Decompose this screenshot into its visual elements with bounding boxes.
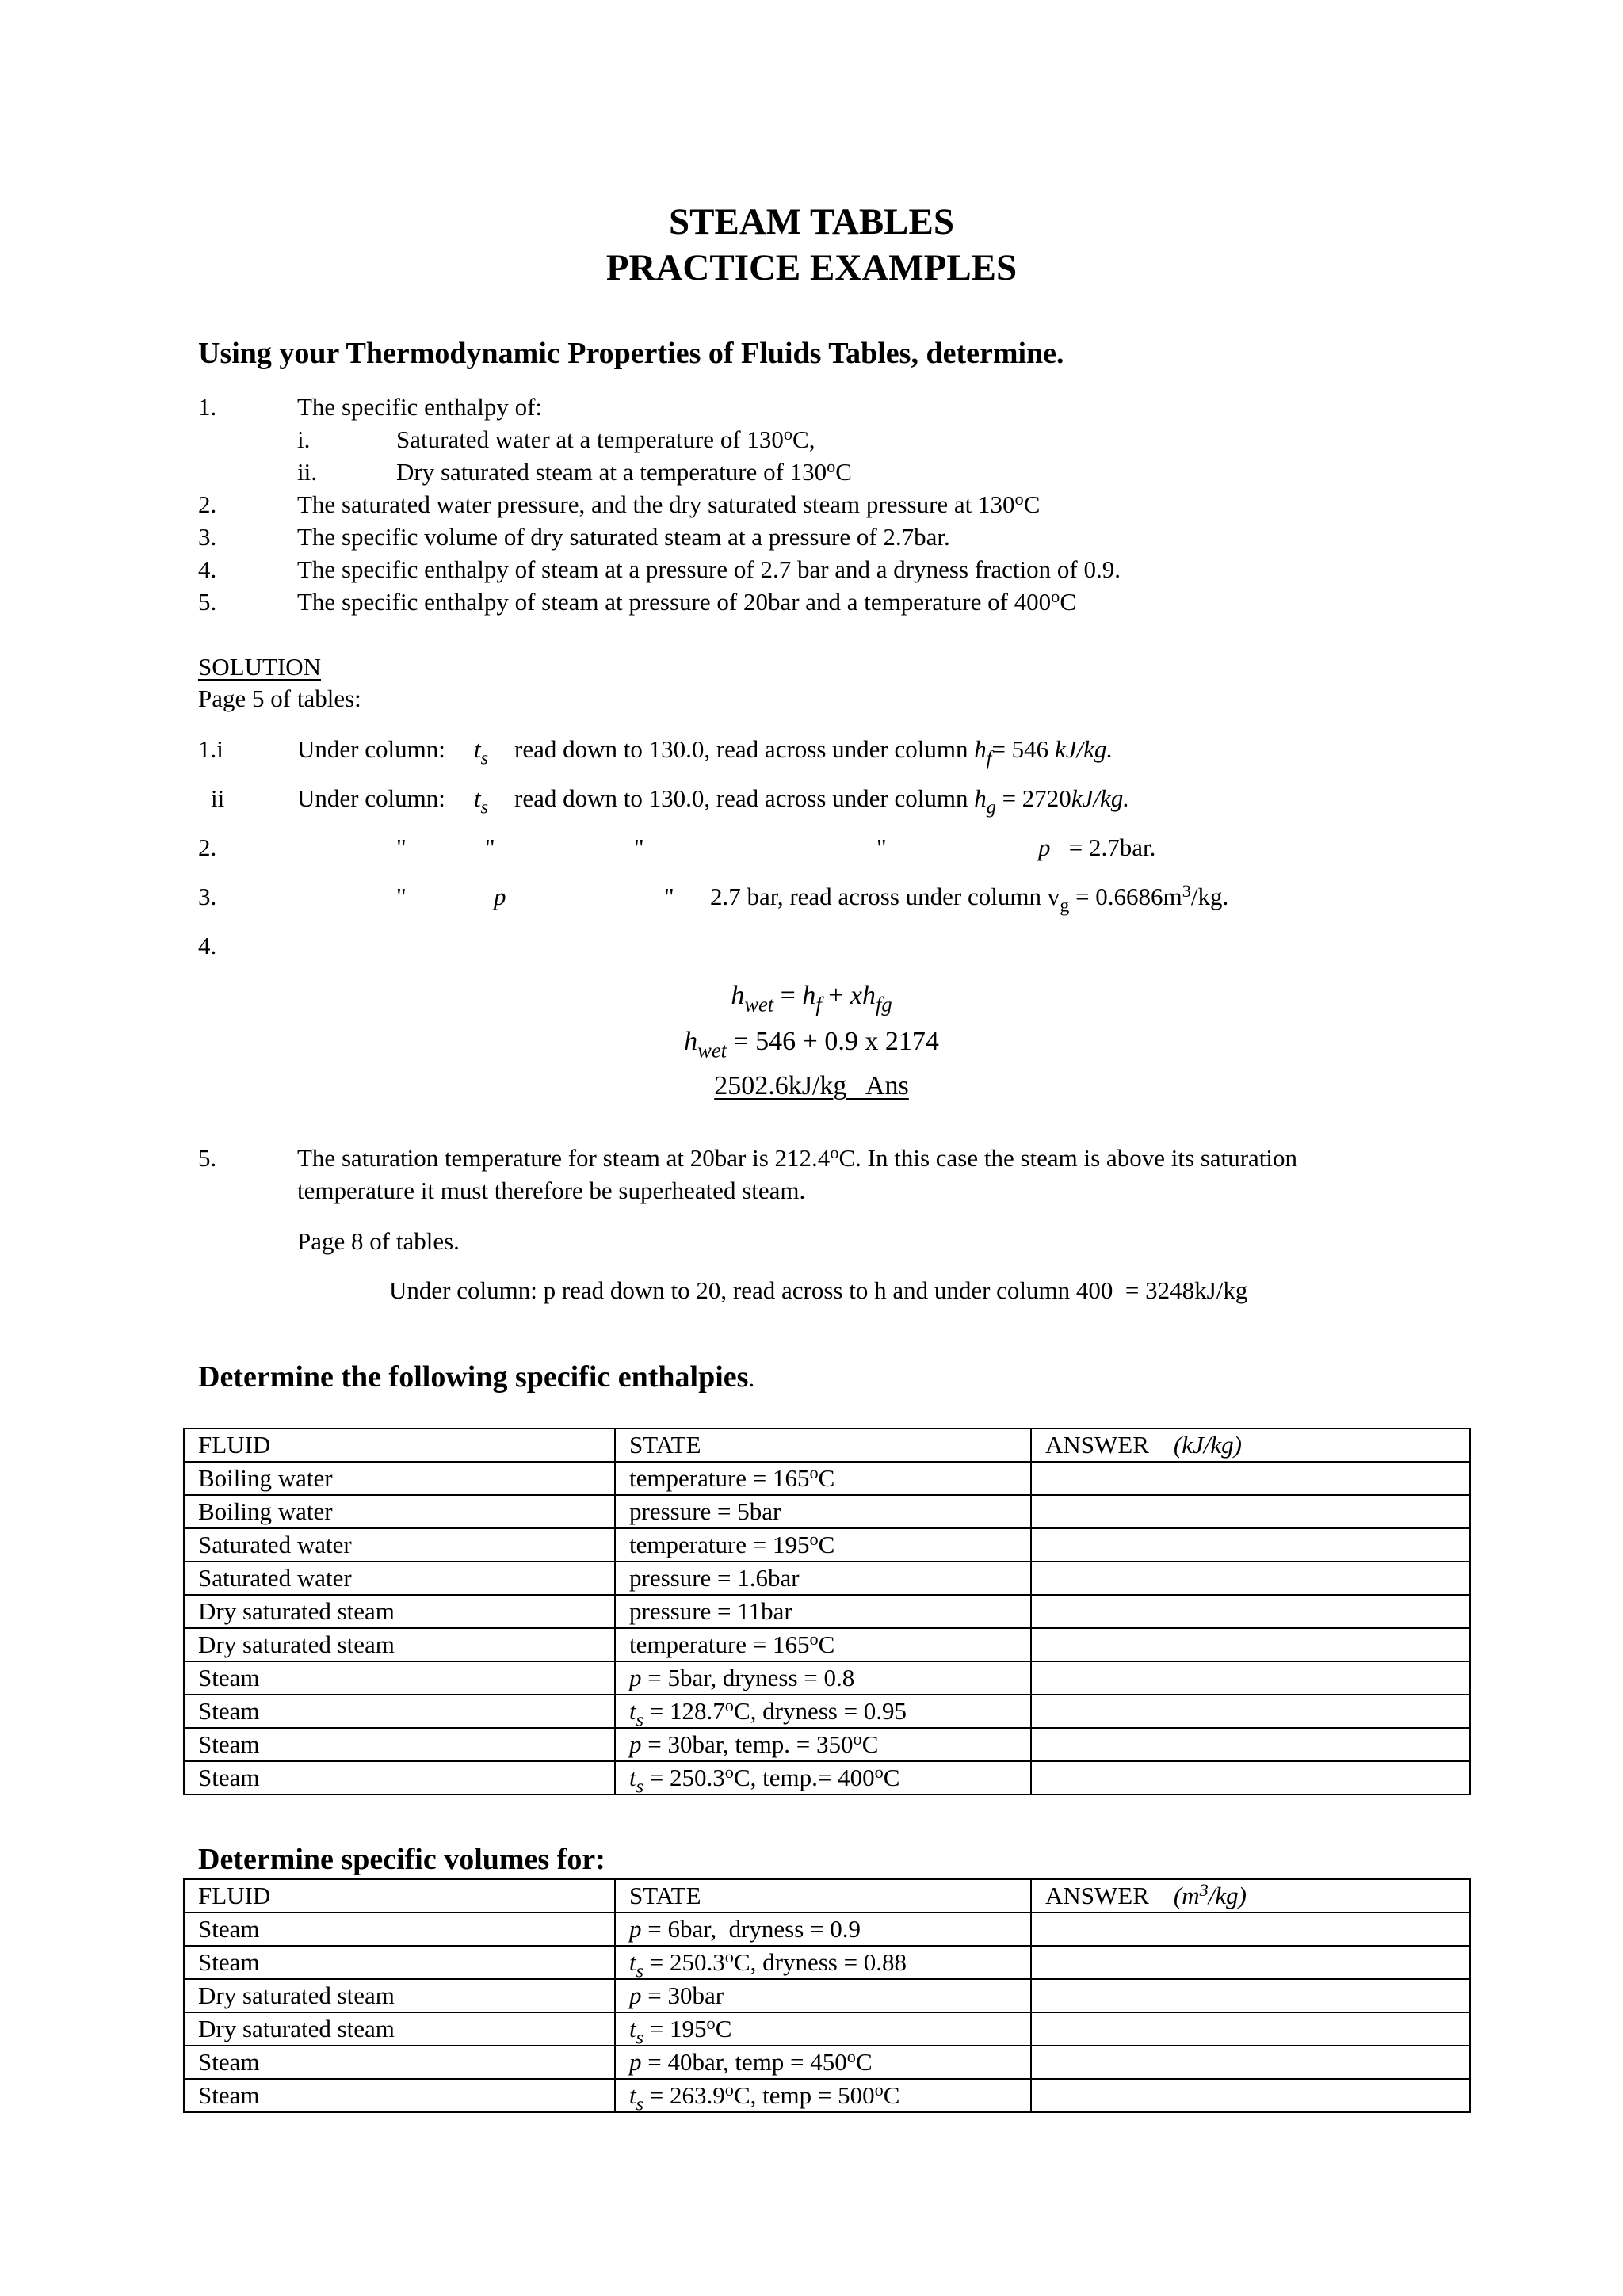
answer-cell[interactable]: [1031, 1628, 1470, 1661]
solution-label: Under column:: [297, 735, 445, 763]
answer-cell[interactable]: [1031, 1528, 1470, 1562]
fluid-cell: Steam: [184, 1913, 615, 1946]
fluid-cell: Saturated water: [184, 1528, 615, 1562]
page-subtitle: PRACTICE EXAMPLES: [605, 247, 1018, 288]
fluid-cell: Dry saturated steam: [184, 1628, 615, 1661]
ditto-mark: ": [664, 883, 674, 910]
volume-rows: [184, 1913, 1470, 2112]
answer-cell[interactable]: [1031, 1761, 1470, 1794]
ditto-mark: ": [876, 833, 887, 861]
question-number: 3.: [198, 523, 217, 551]
state-cell: $t_s = 250.3^oC$, dryness = 0.88: [615, 1946, 1031, 1979]
fluid-cell: Boiling water: [184, 1462, 615, 1495]
fluid-cell: Steam: [184, 2046, 615, 2079]
fluid-cell: Dry saturated steam: [184, 2012, 615, 2046]
solution-page-ref: Page 8 of tables.: [297, 1227, 460, 1255]
state-symbol: t: [629, 1764, 636, 1791]
fluid-cell: Steam: [184, 1946, 615, 1979]
state-symbol: t: [629, 2015, 636, 2042]
state-cell: p = 40bar, temp = $450^oC$: [615, 2046, 1031, 2079]
ditto-mark: ": [485, 833, 495, 861]
state-cell: pressure = 1.6bar: [615, 1562, 1031, 1595]
question-number: ii.: [297, 458, 317, 486]
solution-text: read down to 130.0, read across under column $h_g = 2720kJ/kg$.: [514, 784, 1129, 818]
state-symbol: p: [629, 1730, 642, 1758]
answer-cell[interactable]: [1031, 1695, 1470, 1728]
solution-text: The saturation temperature for steam at 20bar is 212.4$^o$C. In this case the steam is above its saturation: [297, 1142, 1298, 1172]
question-text: Dry saturated steam at a temperature of 130$^o$C: [396, 456, 852, 486]
solution-symbol: $t_s$: [474, 784, 489, 818]
state-symbol: p: [629, 1664, 642, 1691]
state-cell: temperature = $165^oC$: [615, 1628, 1031, 1661]
question-text: The specific enthalpy of steam at pressure of 20bar and a temperature of 400$^o$C: [297, 585, 1076, 616]
intro-heading: Using your Thermodynamic Properties of Fluids Tables, determine.: [198, 337, 1064, 370]
state-cell: $t_s = 128.7^oC$, dryness = 0.95: [615, 1695, 1031, 1728]
table-row: [184, 1695, 1470, 1728]
page-title: STEAM TABLES: [668, 201, 955, 242]
fluid-cell: Dry saturated steam: [184, 1595, 615, 1628]
state-cell: $t_s = 250.3^oC$, temp.= $400^oC$: [615, 1761, 1031, 1794]
solution-number: ii: [211, 784, 225, 812]
equation-wet-enthalpy: $h_{wet} = h_f + xh_{fg}$: [731, 981, 892, 1016]
question-number: i.: [297, 425, 311, 453]
question-text: The specific enthalpy of:: [297, 393, 543, 421]
answer-cell[interactable]: [1031, 1661, 1470, 1695]
solution-symbol: p: [494, 883, 506, 910]
column-header-answer: ANSWER (kJ/kg): [1031, 1428, 1470, 1462]
fluid-cell: Boiling water: [184, 1495, 615, 1528]
solution-number: 4.: [198, 932, 217, 959]
column-header-state: STATE: [615, 1428, 1031, 1462]
table-row: [184, 1528, 1470, 1562]
question-number: 4.: [198, 555, 217, 583]
table-row: [184, 2046, 1470, 2079]
state-symbol: p: [629, 2048, 642, 2076]
column-header-fluid: FLUID: [184, 1879, 615, 1913]
answer-cell[interactable]: [1031, 1495, 1470, 1528]
enthalpy-table: [183, 1428, 1471, 1795]
state-symbol: p: [629, 1981, 642, 2009]
ditto-mark: ": [634, 833, 644, 861]
table-row: [184, 1562, 1470, 1595]
table-row: [184, 1913, 1470, 1946]
fluid-cell: Saturated water: [184, 1562, 615, 1595]
state-cell: p = 5bar, dryness = 0.8: [615, 1661, 1031, 1695]
state-cell: $t_s = 263.9^oC$, temp = $500^oC$: [615, 2079, 1031, 2112]
question-number: 5.: [198, 588, 217, 616]
table-row: [184, 1728, 1470, 1761]
column-header-state: STATE: [615, 1879, 1031, 1913]
question-text: Saturated water at a temperature of 130$^o$C,: [396, 423, 815, 453]
state-cell: temperature = $165^oC$: [615, 1462, 1031, 1495]
state-cell: pressure = 5bar: [615, 1495, 1031, 1528]
state-symbol: t: [629, 2081, 636, 2109]
table-row: [184, 1979, 1470, 2012]
solution-heading: SOLUTION: [198, 653, 321, 681]
equation-answer: 2502.6kJ/kg Ans: [714, 1071, 909, 1100]
ditto-mark: ": [396, 883, 407, 910]
state-cell: p = 30bar, temp. = $350^oC$: [615, 1728, 1031, 1761]
solution-text: Under column: p read down to 20, read across to h and under column 400 = 3248kJ/kg: [389, 1276, 1248, 1304]
column-header-fluid: FLUID: [184, 1428, 615, 1462]
solution-text: temperature it must therefore be superheated steam.: [297, 1177, 806, 1204]
answer-cell[interactable]: [1031, 1728, 1470, 1761]
column-header-answer: ANSWER $(m^3/kg)$: [1031, 1879, 1470, 1913]
state-cell: p = 6bar, dryness = 0.9: [615, 1913, 1031, 1946]
solution-text: read down to 130.0, read across under column $h_f= 546$ kJ/kg.: [514, 735, 1113, 769]
question-text: The saturated water pressure, and the dry saturated steam pressure at 130$^o$C: [297, 488, 1041, 518]
state-cell: $t_s = 195^oC$: [615, 2012, 1031, 2046]
table-row: [184, 1946, 1470, 1979]
solution-page-ref: Page 5 of tables:: [198, 685, 361, 712]
answer-cell[interactable]: [1031, 1913, 1470, 1946]
state-cell: temperature = $195^oC$: [615, 1528, 1031, 1562]
enthalpy-heading: Determine the following specific enthalpies.: [198, 1360, 755, 1394]
question-number: 2.: [198, 490, 217, 518]
ditto-mark: ": [396, 833, 407, 861]
solution-label: Under column:: [297, 784, 445, 812]
table-row: [184, 1462, 1470, 1495]
answer-cell[interactable]: [1031, 1595, 1470, 1628]
solution-number: 2.: [198, 833, 217, 861]
state-cell: p = 30bar: [615, 1979, 1031, 2012]
question-text: The specific volume of dry saturated steam at a pressure of 2.7bar.: [297, 523, 950, 551]
solution-text: 2.7 bar, read across under column $v_g = 0.6686m^3/kg$.: [710, 880, 1229, 917]
solution-symbol: $t_s$: [474, 735, 489, 769]
volume-heading: Determine specific volumes for:: [198, 1843, 605, 1876]
question-text: The specific enthalpy of steam at a pressure of 2.7 bar and a dryness fraction of 0.9.: [297, 555, 1121, 583]
state-symbol: t: [629, 1697, 636, 1725]
table-row: [184, 2012, 1470, 2046]
table-row: [184, 1495, 1470, 1528]
enthalpy-rows: [184, 1462, 1470, 1794]
table-header-row: [184, 1428, 1470, 1462]
table-row: [184, 1628, 1470, 1661]
state-symbol: p: [629, 1915, 642, 1943]
table-row: [184, 1595, 1470, 1628]
answer-cell[interactable]: [1031, 2046, 1470, 2079]
answer-cell[interactable]: [1031, 1562, 1470, 1595]
fluid-cell: Steam: [184, 2079, 615, 2112]
fluid-cell: Steam: [184, 1728, 615, 1761]
fluid-cell: Steam: [184, 1661, 615, 1695]
fluid-cell: Steam: [184, 1761, 615, 1794]
fluid-cell: Dry saturated steam: [184, 1979, 615, 2012]
question-number: 1.: [198, 393, 217, 421]
solution-number: 3.: [198, 883, 217, 910]
fluid-cell: Steam: [184, 1695, 615, 1728]
state-symbol: t: [629, 1948, 636, 1976]
table-row: [184, 1761, 1470, 1794]
answer-cell[interactable]: [1031, 2012, 1470, 2046]
equation-substitution: $h_{wet} = 546 + 0.9$ x 2174: [684, 1027, 939, 1062]
table-row: [184, 2079, 1470, 2112]
solution-number: 1.i: [198, 735, 223, 763]
state-cell: pressure = 11bar: [615, 1595, 1031, 1628]
table-row: [184, 1661, 1470, 1695]
solution-text: p = 2.7bar.: [1038, 833, 1156, 861]
table-header-row: [184, 1879, 1470, 1913]
answer-cell[interactable]: [1031, 2079, 1470, 2112]
answer-cell[interactable]: [1031, 1462, 1470, 1495]
answer-cell[interactable]: [1031, 1979, 1470, 2012]
volume-table: [183, 1878, 1471, 2113]
answer-cell[interactable]: [1031, 1946, 1470, 1979]
solution-number: 5.: [198, 1144, 217, 1172]
